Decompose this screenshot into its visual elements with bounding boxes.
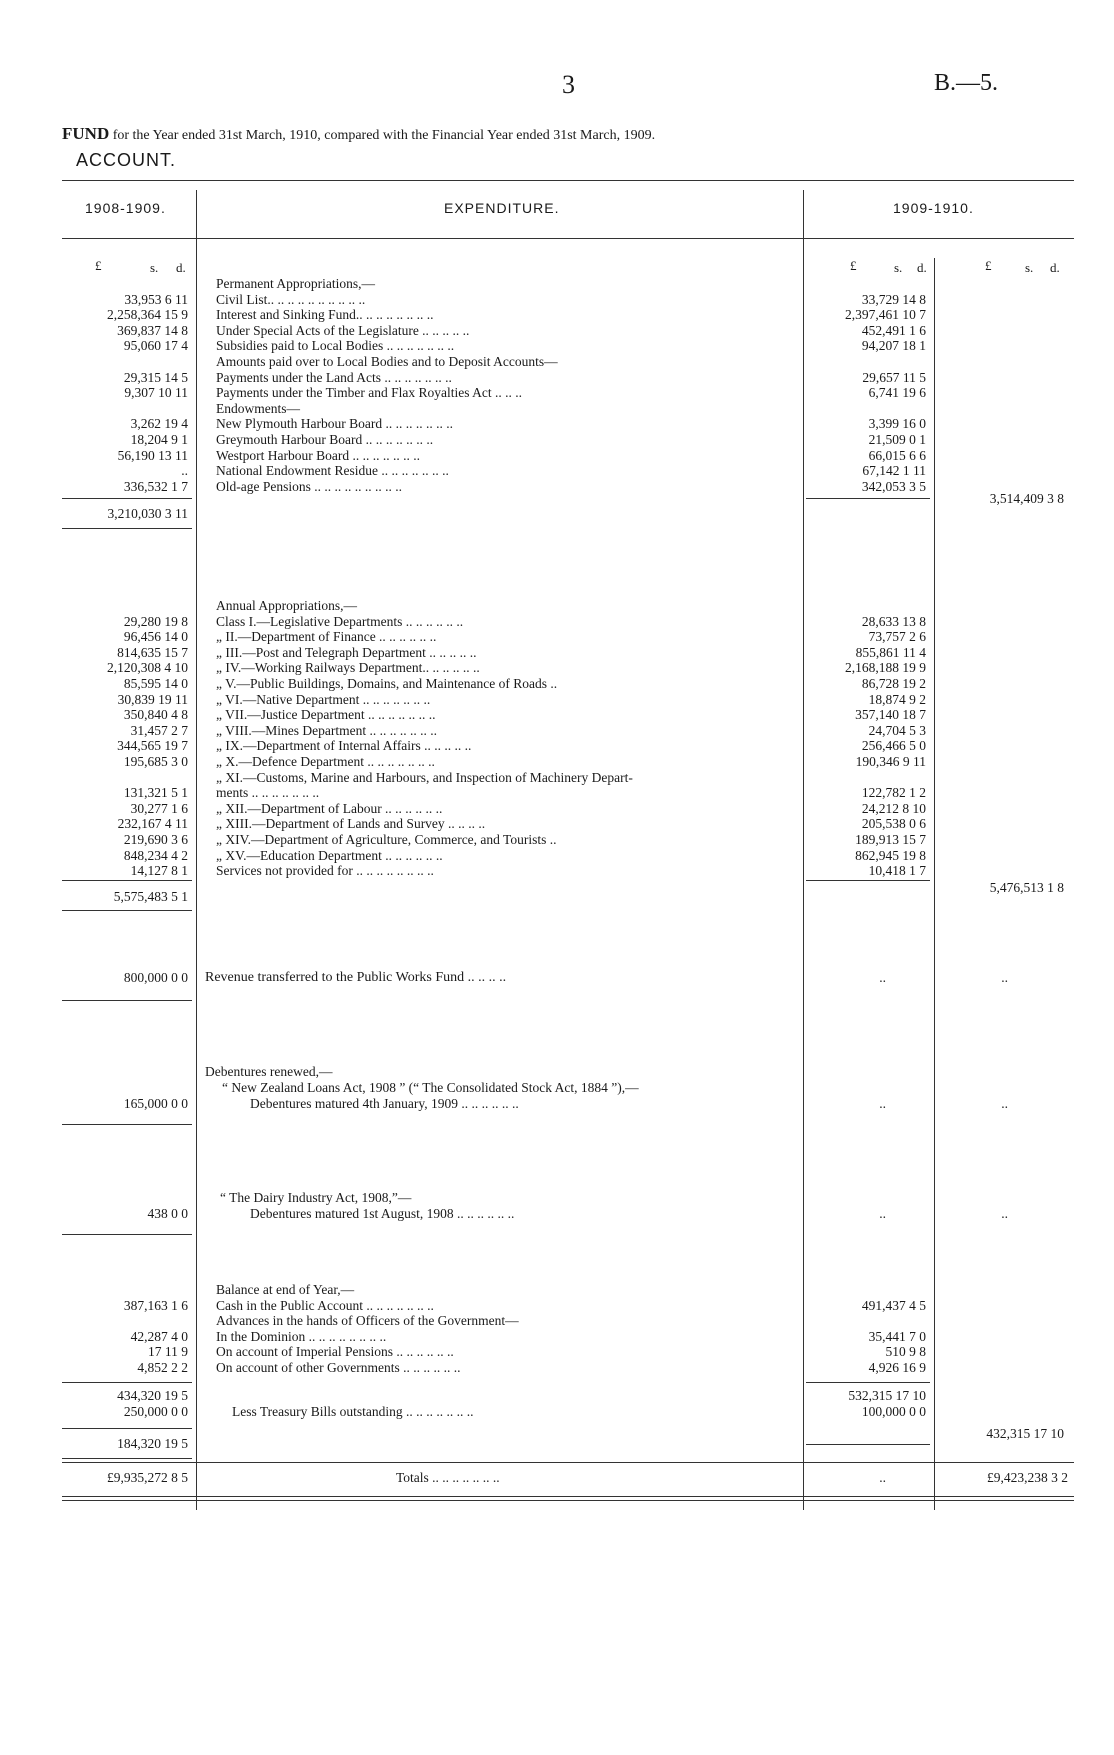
debentures-matured-2: Debentures matured 1st August, 1908 .. .. .. .. .. .. [250,1206,515,1221]
perm-row-prev-amount: 2,258,364 15 9 [107,307,188,323]
annual-row-curr-amount: 122,782 1 2 [861,785,926,801]
annual-row-description: „ X.—Defence Department .. .. .. .. .. .. .. [216,754,435,769]
annual-row-description: „ XI.—Customs, Marine and Harbours, and Inspection of Machinery Depart- [216,769,633,785]
balance-prev-rule-3 [62,1458,192,1459]
perm-total-curr: 3,514,409 3 8 [989,491,1064,506]
annual-row-description: „ II.—Department of Finance .. .. .. .. .. .. [216,629,437,645]
annual-row-prev-amount: 14,127 8 1 [130,863,188,879]
lsd-curr2-pence: d. [1050,260,1060,275]
annual-row-prev-amount: 85,595 14 0 [123,676,188,691]
balance-row-description: Cash in the Public Account .. .. .. .. .. .. .. [216,1297,434,1313]
lsd-curr2-pound: £ [985,258,992,273]
perm-row-prev-amount: 3,262 19 4 [130,416,188,432]
balance-net-prev: 184,320 19 5 [117,1436,188,1451]
debentures-act-2: “ The Dairy Industry Act, 1908,”— [220,1190,412,1205]
annual-prev-rule-2 [62,910,192,911]
annual-row-curr-amount: 28,633 13 8 [861,613,926,629]
annual-row-description: „ XII.—Department of Labour .. .. .. .. .. .. [216,800,443,816]
lsd-curr2-shilling: s. [1025,260,1034,275]
perm-row-description: Under Special Acts of the Legislature .. .. .. .. .. [216,322,470,338]
annual-row-curr-amount: 24,704 5 3 [868,722,926,738]
annual-row-description: ments .. .. .. .. .. .. .. [216,785,320,801]
revenue-desc: Revenue transferred to the Public Works Fund .. .. .. .. [205,970,507,985]
balance-prev-rule-2 [62,1428,192,1429]
header-bottom-rule [62,238,1074,239]
perm-row-curr-amount: 342,053 3 5 [861,478,926,494]
annual-row-prev-amount: 232,167 4 11 [117,816,188,832]
perm-row-prev-amount: 95,060 17 4 [123,338,188,354]
account-label: ACCOUNT. [76,150,177,170]
totals-curr: .. [879,1470,886,1485]
lsd-prev-shilling: s. [150,260,159,275]
perm-curr-rule [806,498,930,499]
annual-row-curr-amount: 86,728 19 2 [861,676,926,691]
perm-row-description: Greymouth Harbour Board .. .. .. .. .. .. .. [216,432,434,447]
balance-row-description: In the Dominion .. .. .. .. .. .. .. .. [216,1328,387,1344]
debentures-act-1: “ New Zealand Loans Act, 1908 ” (“ The Consolidated Stock Act, 1884 ”),— [222,1080,639,1095]
totals-bottom-rule [62,1496,1074,1497]
perm-row-description: Permanent Appropriations,— [216,276,375,291]
annual-row-curr-amount: 18,874 9 2 [868,691,926,707]
annual-row-description: „ V.—Public Buildings, Domains, and Maintenance of Roads .. [216,676,558,691]
perm-row-description: Payments under the Land Acts .. .. .. .. .. .. .. [216,369,452,385]
title-bold: FUND [62,124,110,143]
perm-row-prev-amount: 56,190 13 11 [117,447,188,463]
annual-row-prev-amount: 350,840 4 8 [123,707,188,723]
lsd-curr1-shilling: s. [894,260,903,275]
perm-row-description: Endowments— [216,400,300,416]
perm-row-description: New Plymouth Harbour Board .. .. .. .. .. .. .. [216,416,453,432]
balance-row-curr-amount: 35,441 7 0 [868,1328,926,1344]
totals-top-rule [62,1462,1074,1463]
document-reference: B.—5. [934,70,999,96]
annual-row-prev-amount: 30,839 19 11 [117,691,188,707]
perm-row-prev-amount: 33,953 6 11 [124,291,188,307]
annual-row-description: „ III.—Post and Telegraph Department .. .. .. .. .. [216,644,477,660]
revenue-total: .. [1001,970,1008,985]
perm-row-prev-amount: 369,837 14 8 [117,322,188,338]
col-divider-1 [196,190,197,1510]
perm-row-description: Old-age Pensions .. .. .. .. .. .. .. .. .. [216,478,402,494]
table-top-rule [62,180,1074,181]
balance-curr-rule-2 [806,1444,930,1445]
perm-row-prev-amount: 29,315 14 5 [123,369,188,385]
balance-prev-rule [62,1382,192,1383]
lsd-prev-pence: d. [176,260,186,275]
annual-row-curr-amount: 2,168,188 19 9 [845,660,926,676]
debentures-total-2: .. [1001,1206,1008,1221]
annual-row-prev-amount: 344,565 19 7 [117,738,188,754]
revenue-curr: .. [879,970,886,985]
balance-row-description: On account of other Governments .. .. .. .. .. .. [216,1360,461,1375]
page-number: 3 [562,70,575,99]
lsd-curr1-pence: d. [917,260,927,275]
perm-row-prev-amount: .. [181,463,188,479]
debentures-curr-2: .. [879,1206,886,1221]
title-text: for the Year ended 31st March, 1910, compared with the Financial Year ended 31st March, 1909. [112,128,656,143]
annual-row-curr-amount: 189,913 15 7 [855,832,926,847]
annual-row-curr-amount: 862,945 19 8 [855,847,926,863]
debentures-prev-2: 438 0 0 [147,1206,188,1221]
annual-row-description: „ XIII.—Department of Lands and Survey .. .. .. .. [216,816,486,832]
annual-row-curr-amount: 10,418 1 7 [868,863,926,879]
treasury-bills-prev: 250,000 0 0 [123,1404,188,1419]
perm-row-description: Amounts paid over to Local Bodies and to Deposit Accounts— [216,354,558,369]
col-divider-2 [803,190,804,1510]
annual-row-prev-amount: 2,120,308 4 10 [107,660,188,676]
debentures-rule-1 [62,1124,192,1125]
annual-row-prev-amount: 219,690 3 6 [123,832,188,847]
perm-row-description: Civil List.. .. .. .. .. .. .. .. .. .. [216,291,366,307]
revenue-prev: 800,000 0 0 [123,970,188,985]
annual-row-curr-amount: 205,538 0 6 [861,816,926,832]
balance-row-curr-amount: 4,926 16 9 [868,1360,926,1375]
annual-curr-rule [806,880,930,881]
annual-total-curr: 5,476,513 1 8 [989,880,1064,895]
balance-subtotal-prev: 434,320 19 5 [117,1388,188,1403]
perm-row-curr-amount: 94,207 18 1 [861,338,926,354]
debentures-rule-2 [62,1234,192,1235]
perm-row-prev-amount: 336,532 1 7 [123,478,188,494]
annual-row-curr-amount: 256,466 5 0 [861,738,926,754]
lsd-curr1-pound: £ [850,258,857,273]
perm-prev-rule [62,498,192,499]
perm-row-curr-amount: 29,657 11 5 [862,369,926,385]
balance-row-prev-amount: 17 11 9 [148,1344,188,1360]
totals-desc: Totals .. .. .. .. .. .. .. [396,1470,500,1485]
perm-row-curr-amount: 33,729 14 8 [861,291,926,307]
balance-row-curr-amount: 510 9 8 [885,1344,926,1360]
perm-row-description: Westport Harbour Board .. .. .. .. .. .. .. [216,447,421,463]
debentures-matured-1: Debentures matured 4th January, 1909 .. .. .. .. .. .. [250,1096,519,1111]
annual-row-curr-amount: 73,757 2 6 [868,629,926,645]
balance-row-curr-amount: 491,437 4 5 [861,1297,926,1313]
annual-row-description: „ VIII.—Mines Department .. .. .. .. .. .. .. [216,722,437,738]
annual-row-prev-amount: 814,635 15 7 [117,644,188,660]
perm-row-curr-amount: 67,142 1 11 [862,463,926,479]
balance-subtotal-curr: 532,315 17 10 [848,1388,926,1403]
annual-row-description: „ VII.—Justice Department .. .. .. .. .. .. .. [216,707,436,723]
balance-row-prev-amount: 42,287 4 0 [130,1328,188,1344]
balance-row-prev-amount: 387,163 1 6 [123,1297,188,1313]
perm-row-curr-amount: 6,741 19 6 [868,385,926,401]
treasury-bills-curr: 100,000 0 0 [861,1404,926,1419]
col-heading-prev: 1908-1909. [85,200,166,216]
annual-row-prev-amount: 96,456 14 0 [123,629,188,645]
perm-row-curr-amount: 66,015 6 6 [868,447,926,463]
annual-row-description: Services not provided for .. .. .. .. .. .. .. .. [216,863,434,879]
totals-bottom-rule-2 [62,1500,1074,1501]
perm-row-description: Payments under the Timber and Flax Royalties Act .. .. .. [216,385,522,401]
perm-row-description: Interest and Sinking Fund.. .. .. .. .. .. .. .. [216,307,434,323]
perm-row-curr-amount: 2,397,461 10 7 [845,307,926,323]
annual-row-description: „ IV.—Working Railways Department.. .. .. .. .. .. [216,660,480,676]
balance-row-description: On account of Imperial Pensions .. .. .. .. .. .. [216,1344,454,1360]
debentures-curr-1: .. [879,1096,886,1111]
balance-row-description: Balance at end of Year,— [216,1282,355,1297]
annual-row-description: „ VI.—Native Department .. .. .. .. .. .. .. [216,691,431,707]
debentures-total-1: .. [1001,1096,1008,1111]
balance-net-curr: 432,315 17 10 [986,1426,1064,1441]
annual-row-description: „ XIV.—Department of Agriculture, Commerce, and Tourists .. [216,832,557,847]
treasury-bills-desc: Less Treasury Bills outstanding .. .. .. .. .. .. .. [232,1404,474,1419]
annual-row-description: Class I.—Legislative Departments .. .. .. .. .. .. [216,613,464,629]
revenue-rule [62,1000,192,1001]
annual-row-curr-amount: 24,212 8 10 [861,800,926,816]
perm-row-curr-amount: 3,399 16 0 [868,416,926,432]
annual-prev-rule [62,880,192,881]
annual-row-description: Annual Appropriations,— [216,598,357,613]
perm-row-description: Subsidies paid to Local Bodies .. .. .. .. .. .. .. [216,338,455,354]
perm-row-prev-amount: 18,204 9 1 [130,432,188,447]
perm-row-description: National Endowment Residue .. .. .. .. .. .. .. [216,463,449,479]
lsd-prev-pound: £ [95,258,102,273]
annual-total-prev: 5,575,483 5 1 [113,889,188,904]
annual-row-prev-amount: 195,685 3 0 [123,754,188,769]
totals-total: £9,423,238 3 2 [987,1470,1068,1485]
col-heading-curr: 1909-1910. [893,200,974,216]
annual-row-prev-amount: 848,234 4 2 [123,847,188,863]
perm-row-curr-amount: 452,491 1 6 [861,322,926,338]
balance-row-prev-amount: 4,852 2 2 [137,1360,188,1375]
totals-prev: £9,935,272 8 5 [107,1470,188,1485]
col-divider-3 [934,258,935,1510]
annual-row-curr-amount: 190,346 9 11 [855,754,926,769]
balance-row-description: Advances in the hands of Officers of the Government— [216,1313,519,1329]
debentures-heading: Debentures renewed,— [205,1064,333,1079]
debentures-prev-1: 165,000 0 0 [123,1096,188,1111]
annual-row-prev-amount: 31,457 2 7 [130,722,188,738]
annual-row-description: „ XV.—Education Department .. .. .. .. .. .. [216,847,443,863]
annual-row-prev-amount: 29,280 19 8 [123,613,188,629]
annual-row-curr-amount: 357,140 18 7 [855,707,926,723]
perm-row-prev-amount: 9,307 10 11 [124,385,188,401]
balance-curr-rule [806,1382,930,1383]
perm-total-prev: 3,210,030 3 11 [107,506,188,521]
perm-prev-rule-2 [62,528,192,529]
annual-row-description: „ IX.—Department of Internal Affairs .. .. .. .. .. [216,738,472,754]
perm-row-curr-amount: 21,509 0 1 [868,432,926,447]
annual-row-prev-amount: 30,277 1 6 [130,800,188,816]
col-heading-expenditure: EXPENDITURE. [444,200,560,216]
annual-row-prev-amount: 131,321 5 1 [123,785,188,801]
page-title [62,124,655,144]
annual-row-curr-amount: 855,861 11 4 [855,644,926,660]
